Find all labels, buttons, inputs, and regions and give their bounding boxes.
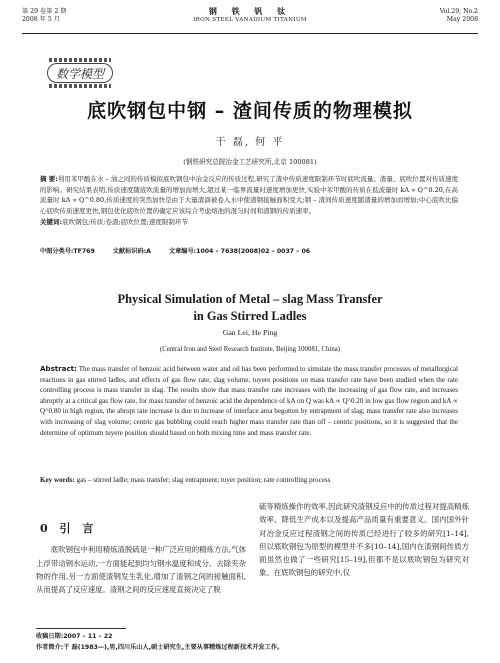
abstract-cn [40,174,458,228]
title-en-line-2: in Gas Stirred Ladles [193,309,307,323]
title-en-line-1: Physical Simulation of Metal – slag Mass Transfer [117,292,383,306]
intro-paragraph: 底吹钢包中利用精炼渣脱硫是一种广泛应用的精炼方法,气体上浮带动钢水运动,一方面能起到均匀钢水温度和成分、去除夹杂物的作用,另一方面使渣钢发生乳化,增加了渣钢之间的接触面积,从而提高了反应速度。渣钢之间的反应速度直接决定了脱 [36,545,246,595]
body-column-right [259,500,469,580]
affiliation-en: (Central Iron and Steel Research Institute, Beijing 100081, China) [159,346,341,353]
running-header [22,6,478,36]
abstract-cn-text: 利用苯甲酸在水 – 油之间的传质模拟底吹钢包中冶金反应的传质过程,研究了渣中传质速度限制环节时底吹流量、渣量、底吹位置对传质速度的影响。研究结果表明,传质速度随底吹流量的增加而增大,超过某一临界流量时速度增加更快,实验中苯甲酸的传质在低流量时 kA ∝ Q^0.20,在高流量时 kA ∝ Q^0.80,传质速度的突然加快是由于大量渣滴被卷入水中使渣钢接触面积变大;钢 – 渣间传质速度随渣量的增加而增加;中心底吹比偏心底吹传质速度更快,钢包优化底吹位置的确定应该综合考虑熔池的混匀时间和渣钢的传质速率。 [40,175,458,216]
journal-name [22,6,478,24]
badge-ornament-top [49,58,111,62]
journal-name-en: IRON STEEL VANADIUM TITANIUM [193,17,307,23]
date-cn: 2008 年 5 月 [22,16,60,23]
abstract-en-text: The mass transfer of benzoic acid between water and oil has been performed to simulate the mass transfer processes of metallurgical reactions in gas stirred ladles, and effects of gas flow rate, slag volume, tuyere positions on mass transfer rate have been studied when the rate controlling process is mass transfer in slag. The results show that mass transfer rate increases with the increasing of gas flow rate, and increases abruptly at a critical gas flow rate, for mass transfer of benzoic acid the dependence of kA on Q was kA ∝ Q^0.20 in low gas flow region and kA ∝ Q^0.80 in high region, the abrupt rate increase is due to increase of interface area begotten by entrapment of slag; mass transfer rate also increases with increasing of slag volume; centric gas bubbling could reach higher mass transfer rate than off – centric positions, so it is suggested that the determine of optimum tuyere position should based on both mixing time and mass transfer rate. [40,365,458,437]
issue-info-en [440,8,478,24]
classification-row [40,247,458,256]
authors-cn: 干 磊, 何 平 [215,137,285,148]
abstract-en [40,364,458,438]
article-title-en [0,291,500,325]
body-column-left [36,522,246,596]
abstract-cn-body [40,174,458,217]
header-rule [22,33,478,34]
section-heading-intro: 0 引 言 [40,522,98,535]
abstract-cn-label: 摘 要: [40,175,58,183]
column-badge [47,58,113,88]
keywords-en-text: gas – stirred ladle; mass transfer; slag entrapment; tuyer position; rate controlling process [76,476,331,484]
keywords-cn-label: 关键词: [40,217,63,226]
badge-label: 数学模型 [47,63,113,83]
keywords-en-label: Key words: [40,476,75,484]
intro-paragraph-continued: 硫等精炼操作的效率,因此研究渣钢反应中的传质过程对提高精炼效率、降低生产成本以及提高产品质量有重要意义。国内国外针对冶金反应过程渣钢之间的传质已经进行了较多的研究[1–14],但以底吹钢包为原型的模型并不多[10–14],国内在渣钢间传质方面虽然也做了一些研究[15–19],但都不是以底吹钢包为研究对象。在底吹钢包的研究中,仅 [259,502,469,578]
badge-ornament-bottom [49,84,111,88]
volume-issue-en: Vol.29, No.2 [439,8,478,15]
keywords-cn [40,217,458,228]
abstract-en-label: Abstract: [40,364,77,373]
keywords-en [40,475,458,485]
journal-name-cn: 钢 铁 钒 钛 [208,6,292,16]
article-title-cn: 底吹钢包中钢 – 渣间传质的物理模拟 [87,100,413,122]
volume-issue-cn: 第 29 卷第 2 期 [22,8,67,15]
affiliation-cn: (钢铁研究总院冶金工艺研究所,北京 100081) [183,158,317,166]
date-en: May 2008 [446,16,478,23]
document-code: 文献标识码:A [112,248,151,255]
authors-en: Gan Lei, He Ping [222,328,278,337]
clc-number: 中图分类号:TF769 [40,248,95,255]
received-date: 收稿日期:2007 – 11 – 22 [36,633,113,640]
footnote-rule [36,628,126,629]
author-bio: 作者简介:干 磊(1983—),男,四川乐山人,硕士研究生,主要从事精炼过程新技术开发工作。 [36,644,284,651]
article-number: 文章编号:1004 – 7638(2008)02 – 0037 – 06 [168,248,311,255]
keywords-cn-text: 底吹钢包;传质;卷渣;底吹位置;速度限制环节 [62,217,188,226]
